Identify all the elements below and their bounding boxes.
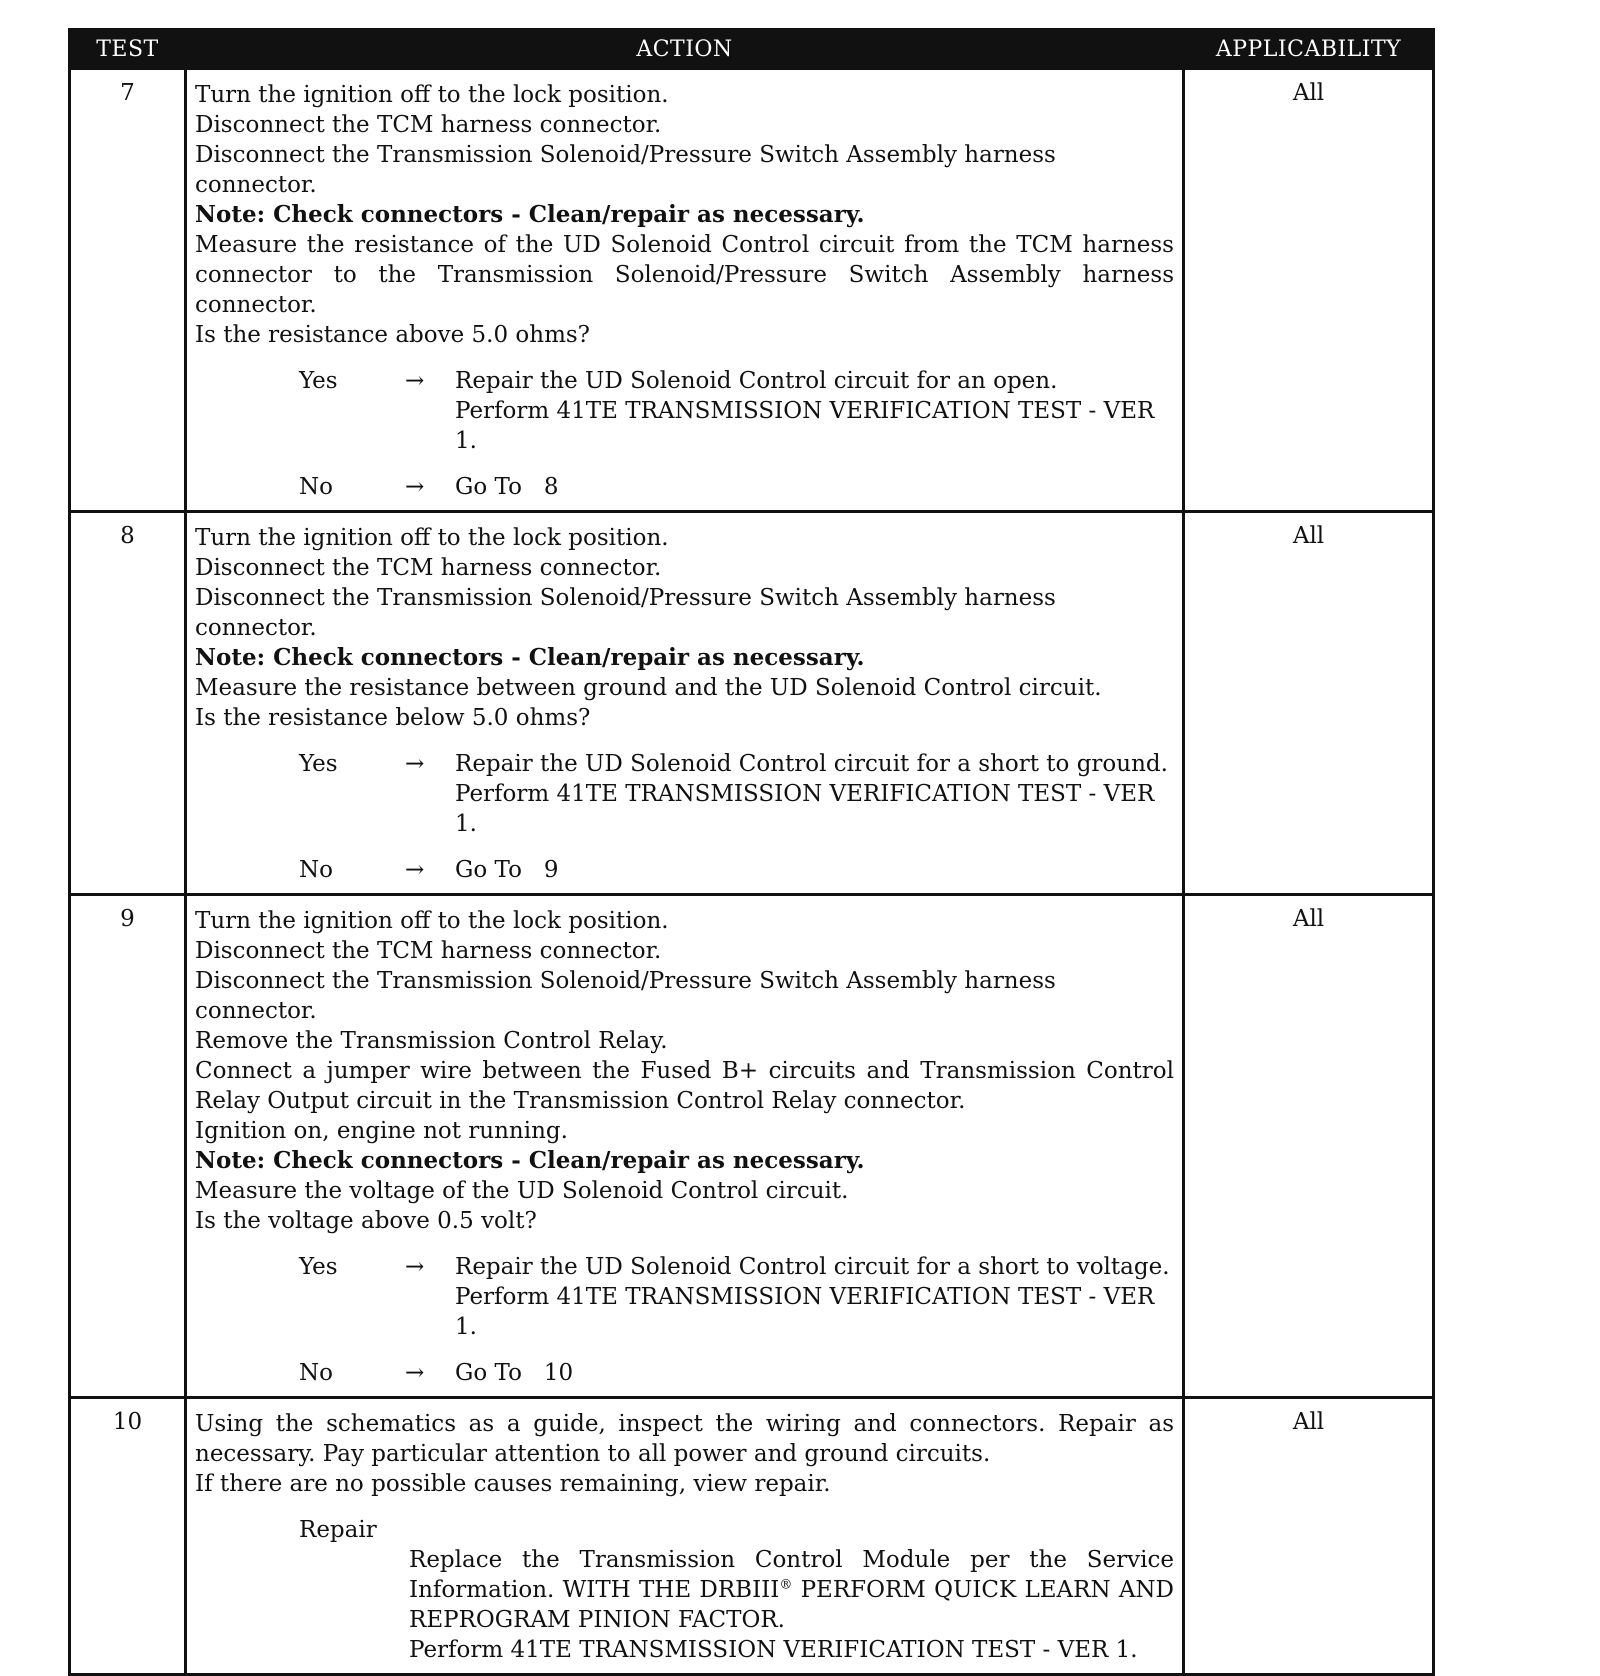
- table-header-row: [70, 30, 1434, 69]
- responses: [195, 366, 1174, 502]
- question-line: Is the resistance below 5.0 ohms?: [195, 705, 591, 731]
- step-line: Remove the Transmission Control Relay.: [195, 1028, 668, 1054]
- measure-line: Measure the voltage of the UD Solenoid Control circuit.: [195, 1178, 849, 1204]
- responses: [195, 749, 1174, 885]
- responses: [195, 1252, 1174, 1388]
- diagnostic-test-table: [68, 28, 1435, 1676]
- header-action: ACTION: [186, 30, 1184, 69]
- question-line: Is the resistance above 5.0 ohms?: [195, 322, 591, 348]
- note-line: Note: Check connectors - Clean/repair as necessary.: [195, 644, 865, 671]
- yes-result: [455, 366, 1174, 456]
- table-row: [70, 895, 1434, 1398]
- test-number: 7: [70, 69, 186, 512]
- measure-line: Measure the resistance of the UD Solenoid Control circuit from the TCM harness connector to the Transmission Solenoid/Pressure Switch Assembly harness connector.: [195, 232, 1174, 318]
- test-number: 10: [70, 1398, 186, 1675]
- step-line: Disconnect the Transmission Solenoid/Pressure Switch Assembly harness connector.: [195, 585, 1056, 641]
- yes-result-line: Repair the UD Solenoid Control circuit for an open.: [455, 368, 1058, 394]
- step-line: Disconnect the TCM harness connector.: [195, 555, 662, 581]
- registered-mark: ®: [779, 1577, 793, 1593]
- applicability-value: All: [1184, 895, 1434, 1398]
- ignition-line: Ignition on, engine not running.: [195, 1118, 568, 1144]
- test-number: 9: [70, 895, 186, 1398]
- arrow-icon: →: [405, 1254, 425, 1280]
- note-line: Note: Check connectors - Clean/repair as necessary.: [195, 201, 865, 228]
- no-label: No: [299, 474, 333, 500]
- question-line: Is the voltage above 0.5 volt?: [195, 1208, 537, 1234]
- repair-instruction: [409, 1545, 1174, 1635]
- yes-result-line: Repair the UD Solenoid Control circuit for a short to voltage.: [455, 1254, 1170, 1280]
- applicability-value: All: [1184, 1398, 1434, 1675]
- no-causes-line: If there are no possible causes remaining, view repair.: [195, 1471, 831, 1497]
- step-line: Turn the ignition off to the lock position.: [195, 82, 669, 108]
- step-line: Turn the ignition off to the lock position.: [195, 908, 669, 934]
- arrow-icon: →: [405, 368, 425, 394]
- action-cell: [186, 512, 1184, 895]
- yes-result: [455, 1252, 1174, 1342]
- table-row: [70, 512, 1434, 895]
- yes-result: [455, 749, 1174, 839]
- action-cell: [186, 69, 1184, 512]
- note-line: Note: Check connectors - Clean/repair as necessary.: [195, 1147, 865, 1174]
- connect-line: Connect a jumper wire between the Fused B+ circuits and Transmission Control Relay Output circuit in the Transmission Control Relay connector.: [195, 1058, 1174, 1114]
- applicability-value: All: [1184, 512, 1434, 895]
- inspect-line: Using the schematics as a guide, inspect the wiring and connectors. Repair as necessary. Pay particular attention to all power and ground circuits.: [195, 1411, 1174, 1467]
- yes-result-line: Perform 41TE TRANSMISSION VERIFICATION TEST - VER 1.: [455, 1284, 1155, 1340]
- no-result: Go To 9: [455, 857, 559, 883]
- yes-label: Yes: [299, 368, 338, 394]
- header-test: TEST: [70, 30, 186, 69]
- yes-result-line: Repair the UD Solenoid Control circuit for a short to ground.: [455, 751, 1168, 777]
- no-label: No: [299, 1360, 333, 1386]
- repair-block: [195, 1515, 1174, 1665]
- no-result: Go To 8: [455, 474, 559, 500]
- yes-label: Yes: [299, 1254, 338, 1280]
- header-applicability: APPLICABILITY: [1184, 30, 1434, 69]
- applicability-value: All: [1184, 69, 1434, 512]
- test-number: 8: [70, 512, 186, 895]
- no-label: No: [299, 857, 333, 883]
- repair-text-part: PERFORM QUICK LEARN AND REPROGRAM PINION FACTOR.: [409, 1577, 1174, 1633]
- step-line: Disconnect the TCM harness connector.: [195, 938, 662, 964]
- arrow-icon: →: [405, 1360, 425, 1386]
- repair-text-part: Replace the Transmission Control Module per the Service Information. WITH THE DRBIII: [409, 1547, 1174, 1603]
- arrow-icon: →: [405, 474, 425, 500]
- arrow-icon: →: [405, 751, 425, 777]
- yes-result-line: Perform 41TE TRANSMISSION VERIFICATION TEST - VER 1.: [455, 398, 1155, 454]
- table-row: [70, 69, 1434, 512]
- repair-label: Repair: [299, 1517, 377, 1543]
- measure-line: Measure the resistance between ground and the UD Solenoid Control circuit.: [195, 675, 1102, 701]
- yes-result-line: Perform 41TE TRANSMISSION VERIFICATION TEST - VER 1.: [455, 781, 1155, 837]
- step-line: Disconnect the TCM harness connector.: [195, 112, 662, 138]
- action-cell: [186, 1398, 1184, 1675]
- step-line: Disconnect the Transmission Solenoid/Pressure Switch Assembly harness connector.: [195, 142, 1056, 198]
- step-line: Disconnect the Transmission Solenoid/Pressure Switch Assembly harness connector.: [195, 968, 1056, 1024]
- yes-label: Yes: [299, 751, 338, 777]
- step-line: Turn the ignition off to the lock position.: [195, 525, 669, 551]
- repair-text: [299, 1545, 1174, 1665]
- repair-perform: Perform 41TE TRANSMISSION VERIFICATION TEST - VER 1.: [409, 1637, 1138, 1663]
- no-result: Go To 10: [455, 1360, 574, 1386]
- action-cell: [186, 895, 1184, 1398]
- arrow-icon: →: [405, 857, 425, 883]
- table-row: [70, 1398, 1434, 1675]
